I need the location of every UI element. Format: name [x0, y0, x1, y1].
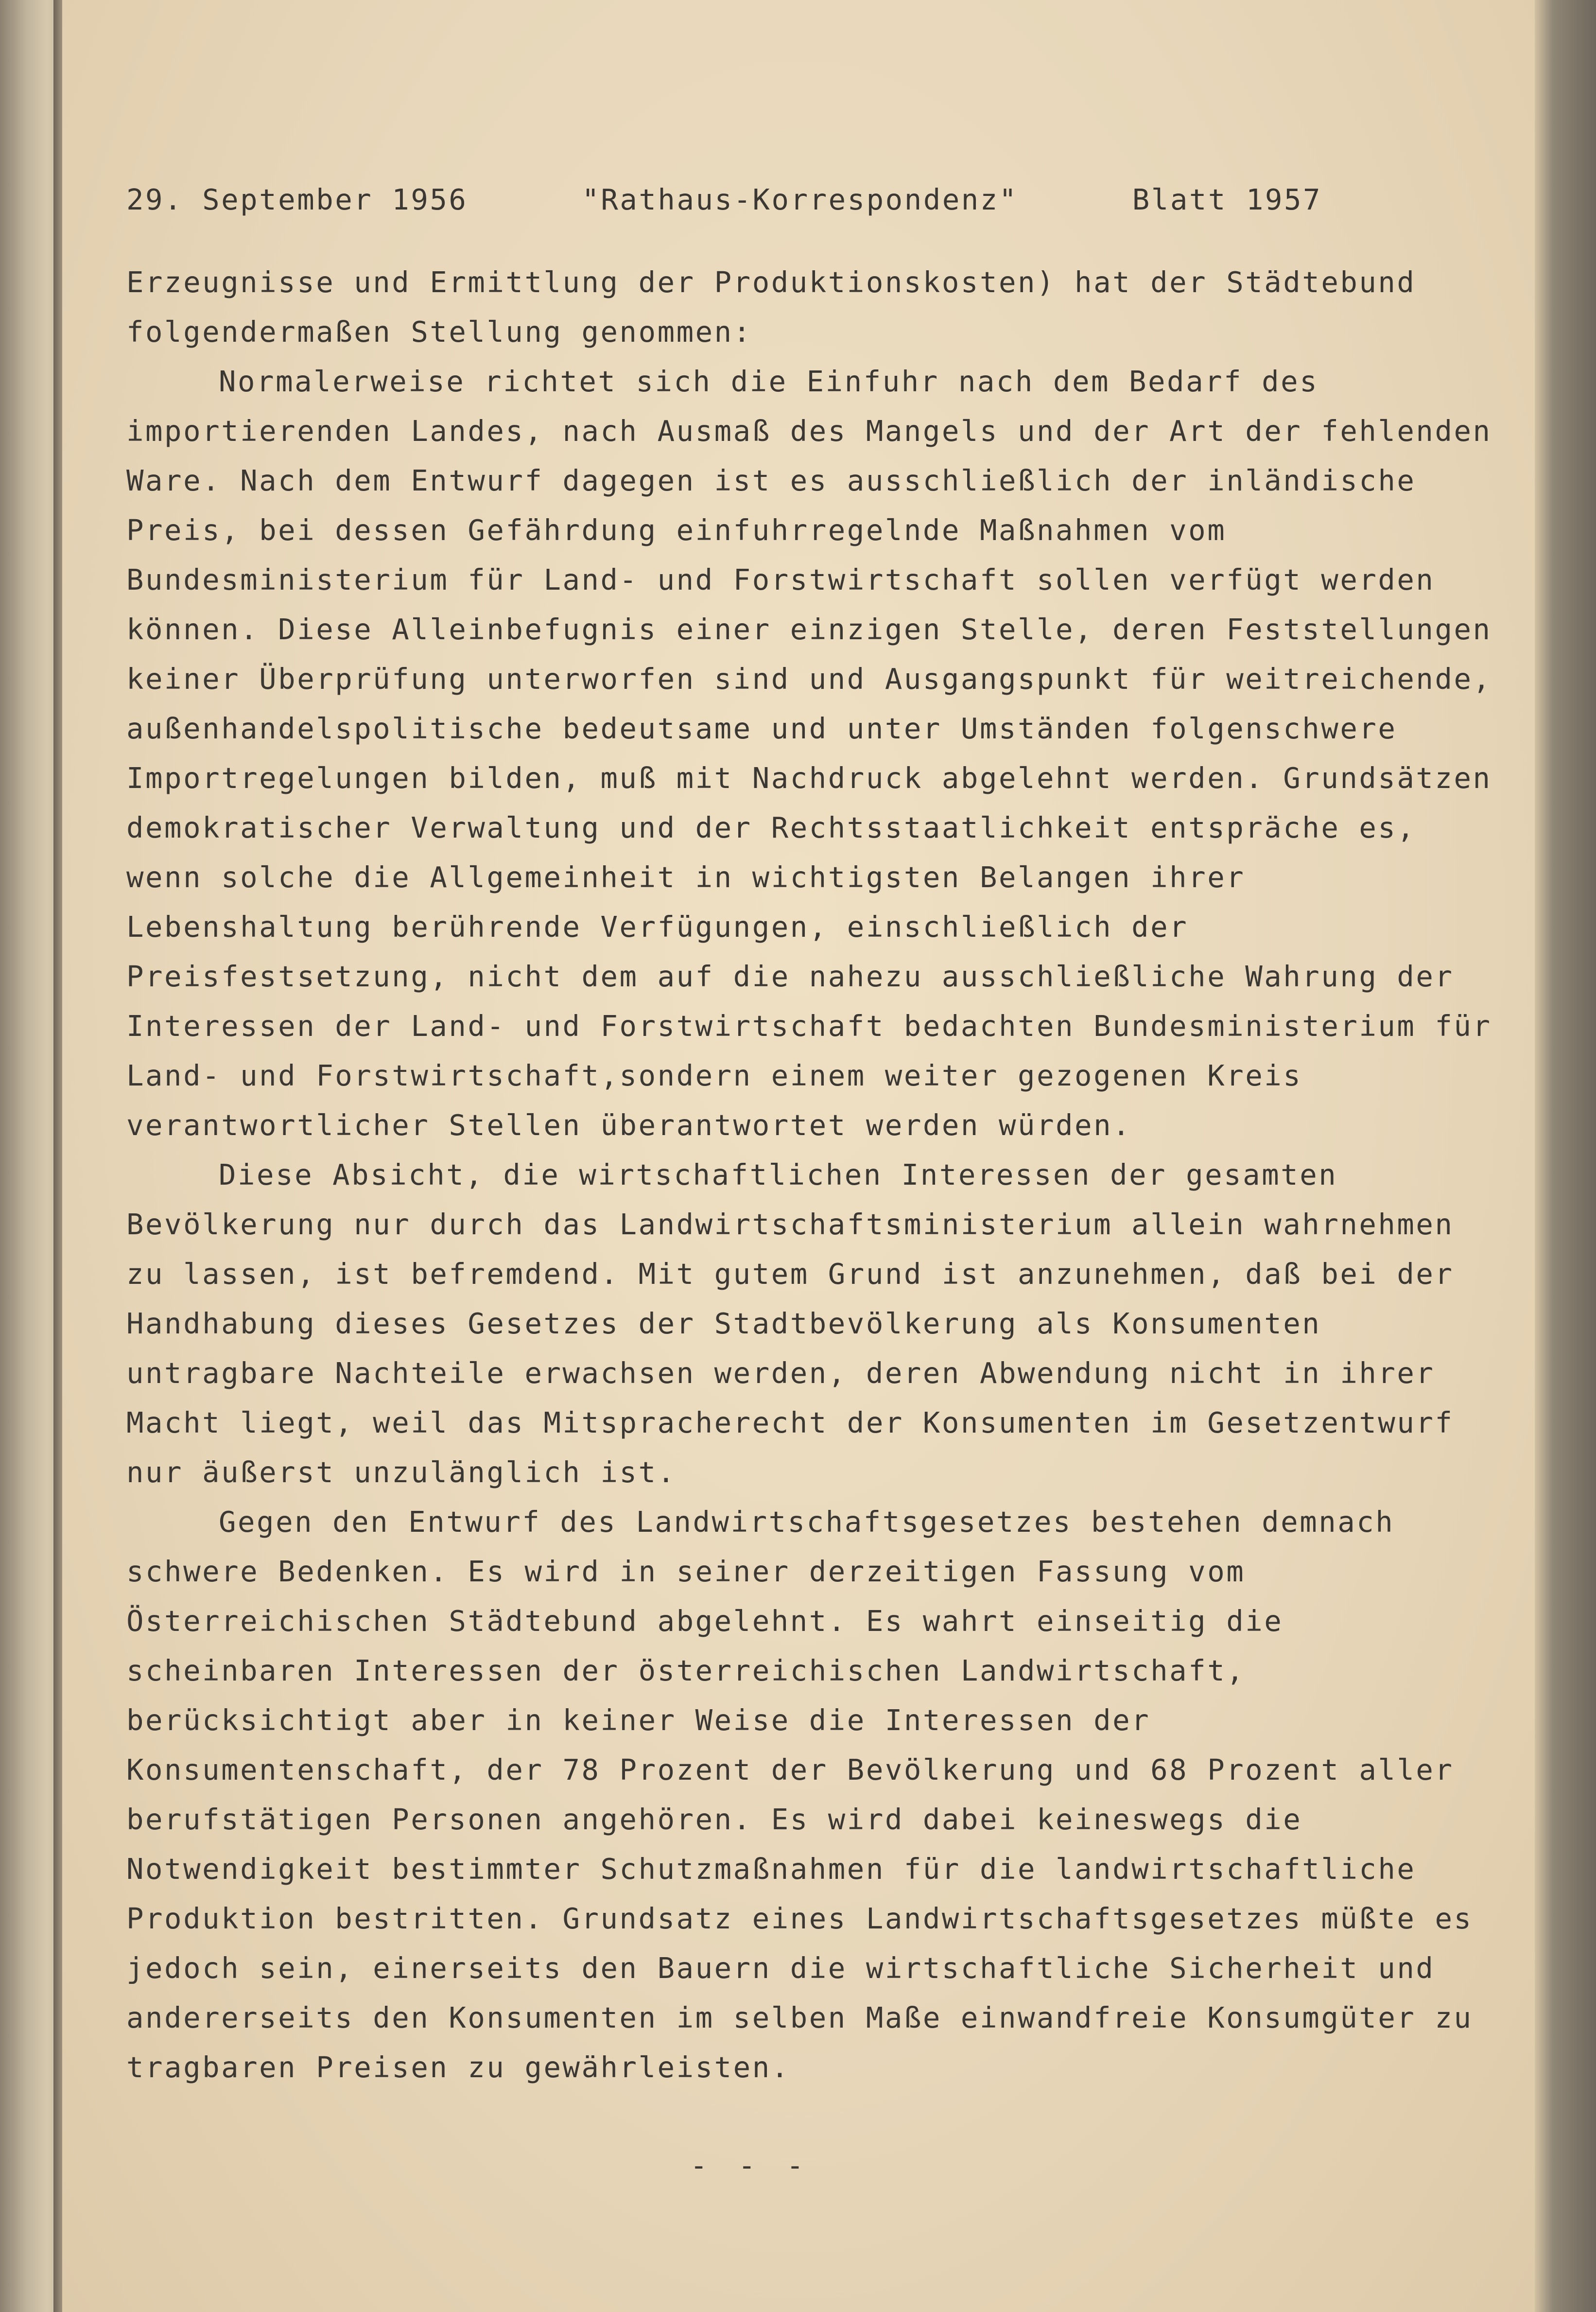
header-date: 29. September 1956	[126, 183, 468, 216]
typewritten-text	[126, 175, 1507, 2092]
paragraph-continuation: Erzeugnisse und Ermittlung der Produktionskosten) hat der Städtebund folgendermaßen Stellung genommen:	[126, 265, 1416, 349]
right-page-edge	[1535, 0, 1596, 2312]
end-mark: - - -	[690, 2149, 811, 2182]
header-publication: "Rathaus-Korrespondenz"	[582, 183, 1018, 216]
header-sheet-number: Blatt 1957	[1132, 183, 1322, 216]
paragraph-ministry-intent: Diese Absicht, die wirtschaftlichen Interessen der gesamten Bevölkerung nur durch das Landwirtschaftsministerium allein wahrnehmen zu lassen, ist befremdend. Mit gutem Grund ist anzunehmen, daß bei der Handhabung dieses Gesetzes der Stadtbevölkerung als Konsumenten untragbare Nachteile erwachsen werden, deren Abwendung nicht in ihrer Macht liegt, weil das Mitspracherecht der Konsumenten im Gesetzentwurf nur äußerst unzulänglich ist.	[126, 1158, 1454, 1489]
paragraph-import-regulation: Normalerweise richtet sich die Einfuhr nach dem Bedarf des importierenden Landes, nach Ausmaß des Mangels und der Art der fehlenden Ware. Nach dem Entwurf dagegen ist es ausschließlich der inländische Preis, bei dessen Gefährdung einfuhrregelnde Maßnahmen vom Bundesministerium für Land- und Forstwirtschaft sollen verfügt werden können. Diese Alleinbefugnis einer einzigen Stelle, deren Feststellungen keiner Überprüfung unterworfen sind und Ausgangspunkt für weitreichende, außenhandelspolitische bedeutsame und unter Umständen folgenschwere Importregelungen bilden, muß mit Nachdruck abgelehnt werden. Grundsätzen demokratischer Verwaltung und der Rechtsstaatlichkeit entspräche es, wenn solche die Allgemeinheit in wichtigsten Belangen ihrer Lebenshaltung berührende Verfügungen, einschließlich der Preisfestsetzung, nicht dem auf die nahezu ausschließliche Wahrung der Interessen der Land- und Forstwirtschaft bedachten Bundesministerium für Land- und Forstwirtschaft,sondern einem weiter gezogenen Kreis verantwortlicher Stellen überantwortet werden würden.	[126, 365, 1492, 1142]
left-page-edge	[0, 0, 58, 2312]
body-text	[126, 258, 1507, 2092]
page-header	[126, 175, 1322, 225]
paragraph-conclusion: Gegen den Entwurf des Landwirtschaftsgesetzes bestehen demnach schwere Bedenken. Es wird in seiner derzeitigen Fassung vom Österreichischen Städtebund abgelehnt. Es wahrt einseitig die scheinbaren Interessen der österreichischen Landwirtschaft, berücksichtigt aber in keiner Weise die Interessen der Konsumentenschaft, der 78 Prozent der Bevölkerung und 68 Prozent aller berufstätigen Personen angehören. Es wird dabei keineswegs die Notwendigkeit bestimmter Schutzmaßnahmen für die landwirtschaftliche Produktion bestritten. Grundsatz eines Landwirtschaftsgesetzes müßte es jedoch sein, einerseits den Bauern die wirtschaftliche Sicherheit und andererseits den Konsumenten im selben Maße einwandfreie Konsumgüter zu tragbaren Preisen zu gewährleisten.	[126, 1505, 1473, 2084]
